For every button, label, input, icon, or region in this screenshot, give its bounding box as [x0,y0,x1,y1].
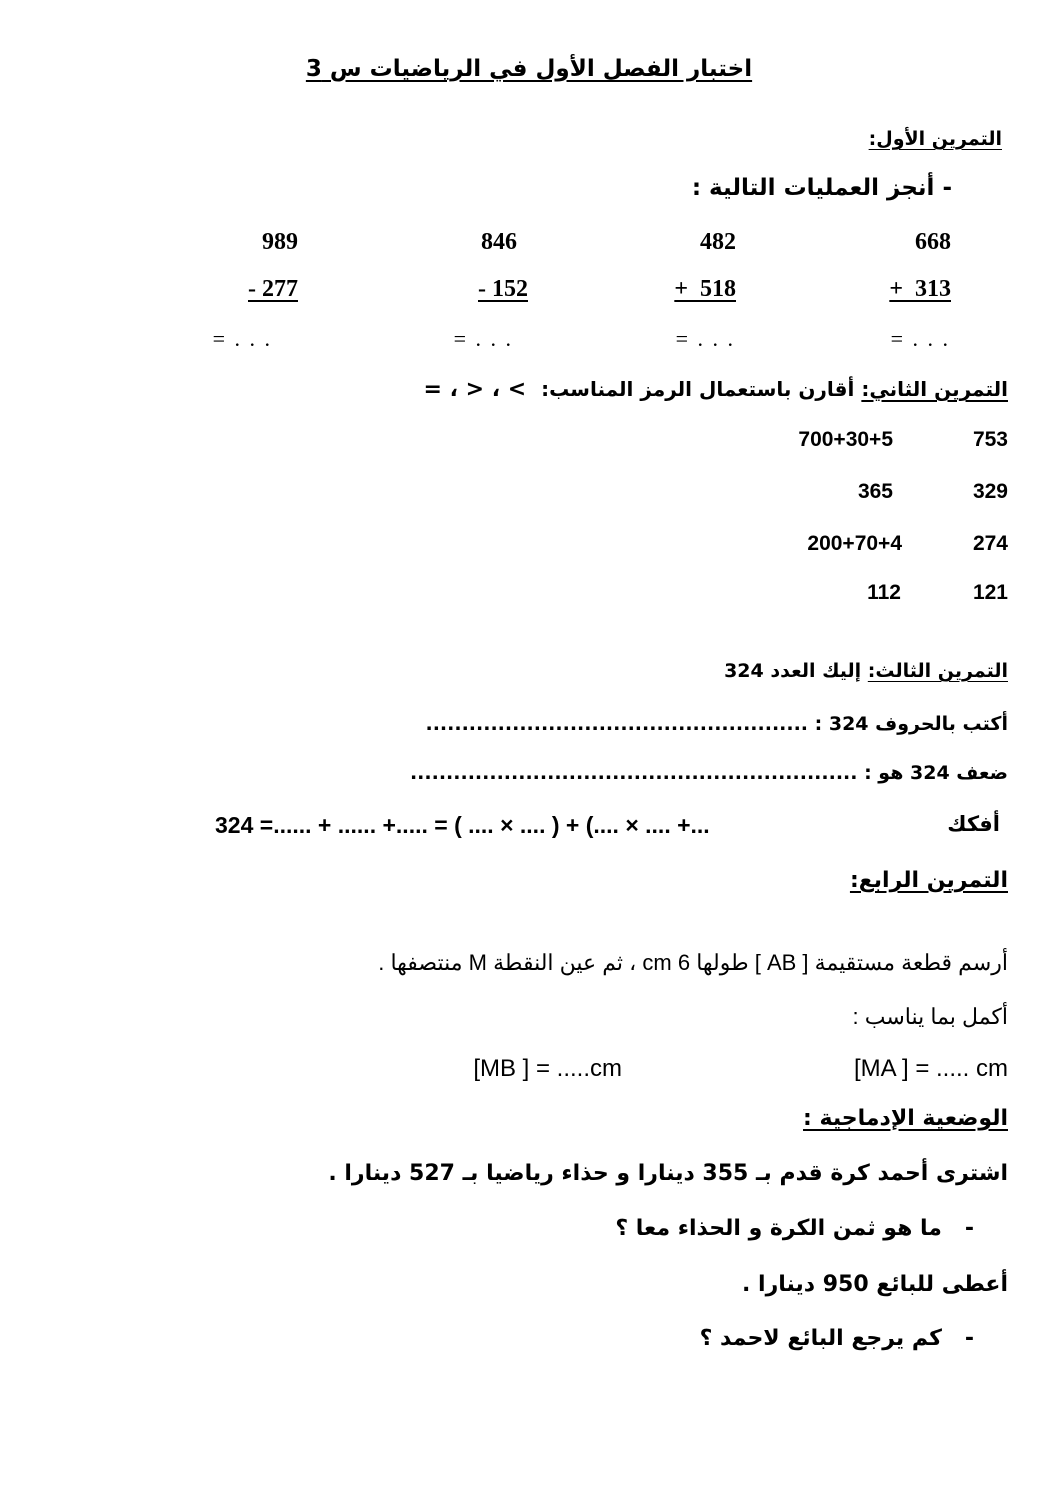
ex3-double: ضعف 324 هو : .............................................................. [409,762,1008,784]
ex3-heading: التمرين الثالث: [867,660,1008,682]
integration-question-2: - كم يرجع البائع لاحمد ؟ [699,1326,974,1351]
op-top-number: 668 [915,229,951,255]
ex1-heading: التمرين الأول: [868,128,1002,150]
ex4-instruction: أرسم قطعة مستقيمة [ AB ] طولها 6 cm ، ثم عين النقطة M منتصفها . [378,950,1008,975]
ex1-instruction: - أنجز العمليات التالية : [691,175,952,201]
op-result: = . . . [675,326,735,351]
compare-left: 274 [972,532,1008,555]
ex3-decompose-expression: 324 =...... + ...... +..... = ( .... × .... ) + (.... × .... +... [215,812,710,838]
integration-question-1: - ما هو ثمن الكرة و الحذاء معا ؟ [615,1216,974,1241]
ex3-write-in-words: أكتب بالحروف 324 : ..................................................... [425,713,1008,735]
ex2-instruction: أقارن باستعمال الرمز المناسب: [541,377,855,401]
compare-right: 365 [857,480,893,503]
op-bottom-number: + 518 [674,276,736,302]
compare-left: 753 [972,428,1008,451]
integration-statement: اشترى أحمد كرة قدم بـ 355 دينارا و حذاء رياضيا بـ 527 دينارا . [328,1161,1008,1186]
compare-right: 112 [867,581,901,604]
compare-right: 700+30+5 [798,428,893,451]
ex4-complete: أكمل بما يناسب : [852,1004,1008,1029]
compare-right: 200+70+4 [807,532,902,555]
ex3-intro: إليك العدد 324 [724,660,862,682]
op-top-number: 846 [481,229,517,255]
compare-left: 121 [972,581,1008,604]
op-bottom-number: - 277 [248,276,298,302]
integration-heading: الوضعية الإدماجية : [803,1106,1008,1131]
page-title: اختبار الفصل الأول في الرياضيات س 3 [305,56,753,82]
ex2-heading-line [424,377,1009,402]
ex4-heading: التمرين الرابع: [849,868,1008,893]
op-bottom-number: + 313 [889,276,951,302]
ex4-mb-length: [MB ] = .....cm [473,1055,622,1082]
op-bottom-number: - 152 [478,276,528,302]
compare-left: 329 [972,480,1008,503]
ex3-decompose-label: أفكك [947,812,1000,836]
op-top-number: 482 [700,229,736,255]
ex2-symbols: > ، < ، = [423,377,527,402]
ex3-heading-line [724,660,1008,682]
op-result: = . . . [890,326,950,351]
op-result: = . . . [453,326,513,351]
op-top-number: 989 [262,229,298,255]
op-result: = . . . [212,326,272,351]
integration-paid: أعطى للبائع 950 دينارا . [742,1272,1008,1297]
ex4-ma-length: [MA ] = ..... cm [853,1055,1008,1082]
ex2-heading: التمرين الثاني: [861,377,1008,401]
